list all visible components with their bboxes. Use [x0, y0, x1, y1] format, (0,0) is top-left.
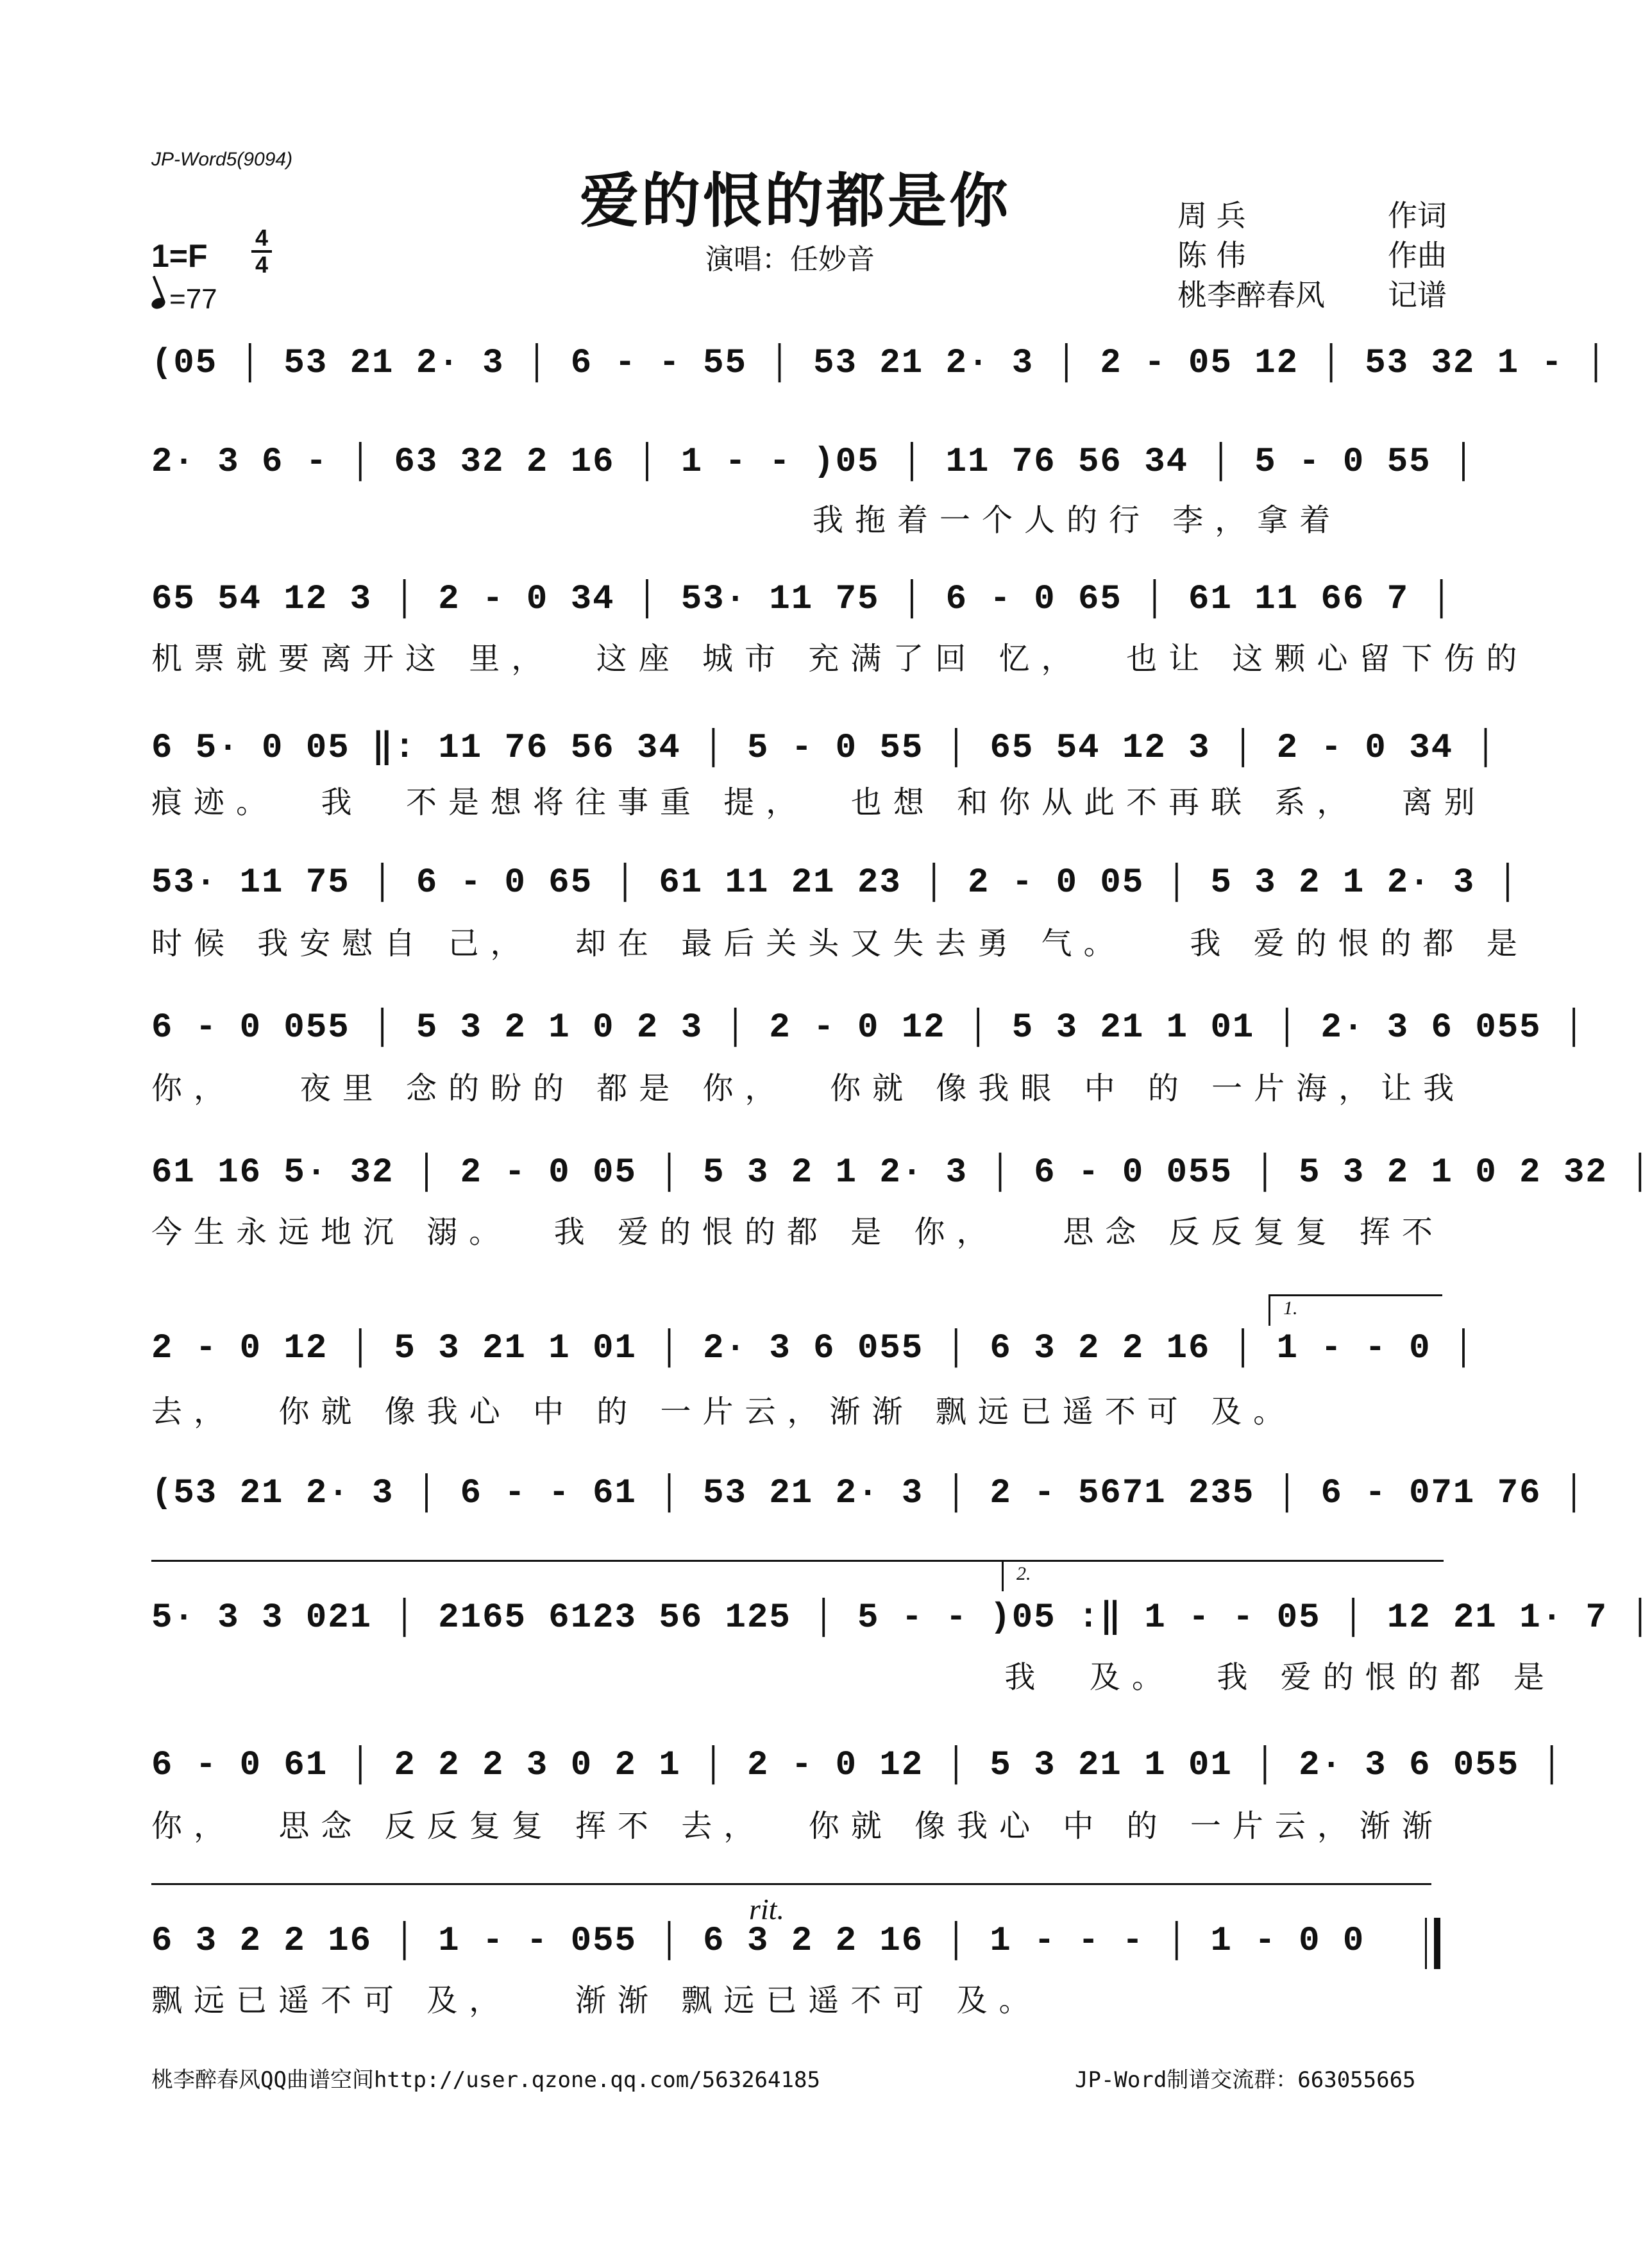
- final-barline-thin: [1425, 1918, 1427, 1969]
- score-line-8-lyrics: 去， 你就 像我心 中 的 一片云，渐渐 飘远已遥不可 及。: [151, 1394, 1296, 1430]
- time-signature: [251, 226, 272, 277]
- ending-line: [151, 1883, 1431, 1885]
- score-line-5-notes: 53· 11 75 │ 6 - 0 65 │ 61 11 21 23 │ 2 - 0 05 │ 5 3 2 1 2· 3 │: [151, 863, 1520, 902]
- score-line-8-notes: 2 - 0 12 │ 5 3 21 1 01 │ 2· 3 6 055 │ 6 3 2 2 16 │ 1 - - 0 │: [151, 1329, 1476, 1368]
- score-line-9-notes: (53 21 2· 3 │ 6 - - 61 │ 53 21 2· 3 │ 2 - 5671 235 │ 6 - 071 76 │: [151, 1474, 1586, 1513]
- ritardando-marking: rit.: [749, 1893, 784, 1925]
- composer-name: 陈 伟: [1177, 238, 1246, 273]
- score-line-2-lyrics: 我拖着一个人的行 李，拿着: [151, 502, 1342, 538]
- score-line-3-notes: 65 54 12 3 │ 2 - 0 34 │ 53· 11 75 │ 6 - 0 65 │ 61 11 66 7 │: [151, 580, 1453, 619]
- final-barline-thick: [1434, 1918, 1440, 1969]
- score-line-10-notes: 5· 3 3 021 │ 2165 6123 56 125 │ 5 - - )05 :‖ 1 - - 05 │ 12 21 1· 7 │: [151, 1598, 1652, 1637]
- score-line-10-lyrics: 我 及。 我 爱的恨的都 是: [151, 1659, 1556, 1695]
- first-ending-label: 1.: [1283, 1298, 1298, 1319]
- key-signature: 1=F: [151, 238, 208, 274]
- second-ending-bracket: [1002, 1560, 1444, 1591]
- score-line-2-notes: 2· 3 6 - │ 63 32 2 16 │ 1 - - )05 │ 11 76 56 34 │ 5 - 0 55 │: [151, 443, 1476, 482]
- page-title: 爱的恨的都是你: [579, 166, 1011, 235]
- composer-role: 作曲: [1388, 238, 1447, 273]
- score-line-11-lyrics: 你， 思念 反反复复 挥不 去， 你就 像我心 中 的 一片云，渐渐: [151, 1808, 1444, 1844]
- score-line-7-notes: 61 16 5· 32 │ 2 - 0 05 │ 5 3 2 1 2· 3 │ 6 - 0 055 │ 5 3 2 1 0 2 32 │: [151, 1153, 1652, 1192]
- score-line-6-notes: 6 - 0 055 │ 5 3 2 1 0 2 3 │ 2 - 0 12 │ 5 3 21 1 01 │ 2· 3 6 055 │: [151, 1008, 1586, 1047]
- time-sig-bottom: 4: [255, 251, 269, 278]
- score-line-6-lyrics: 你， 夜里 念的盼的 都是 你， 你就 像我眼 中 的 一片海，让我: [151, 1070, 1466, 1106]
- transcriber-name: 桃李醉春风: [1177, 278, 1325, 312]
- score-line-3-lyrics: 机票就要离开这 里， 这座 城市 充满了回 忆， 也让 这颗心留下伤的: [151, 641, 1529, 677]
- score-line-7-lyrics: 今生永远地沉 溺。 我 爱的恨的都 是 你， 思念 反反复复 挥不: [151, 1214, 1444, 1250]
- transcriber-credit: [1177, 272, 1447, 314]
- composer-credit: [1177, 232, 1447, 275]
- lyricist-credit: [1177, 192, 1447, 235]
- score-line-1-notes: (05 │ 53 21 2· 3 │ 6 - - 55 │ 53 21 2· 3 │ 2 - 05 12 │ 53 32 1 - │: [151, 344, 1608, 383]
- second-ending-label: 2.: [1016, 1563, 1031, 1584]
- lyricist-name: 周 兵: [1177, 198, 1246, 233]
- footer-left: 桃李醉春风QQ曲谱空间http://user.qzone.qq.com/563264185: [151, 2067, 820, 2093]
- footer-right: JP-Word制谱交流群：663055665: [1075, 2067, 1416, 2093]
- score-line-12-lyrics: 飘远已遥不可 及， 渐渐 飘远已遥不可 及。: [151, 1983, 1041, 2018]
- tempo-marking: [151, 283, 217, 316]
- singer-credit: 演唱：任妙音: [705, 243, 875, 276]
- score-line-11-notes: 6 - 0 61 │ 2 2 2 3 0 2 1 │ 2 - 0 12 │ 5 3 21 1 01 │ 2· 3 6 055 │: [151, 1746, 1564, 1785]
- lyricist-role: 作词: [1388, 198, 1447, 233]
- time-sig-top: 4: [255, 224, 269, 251]
- score-line-5-lyrics: 时候 我安慰自 己， 却在 最后关头又失去勇 气。 我 爱的恨的都 是: [151, 926, 1529, 961]
- source-label: JP-Word5(9094): [151, 149, 293, 170]
- score-line-4-lyrics: 痕迹。 我 不是想将往事重 提， 也想 和你从此不再联 系， 离别: [151, 784, 1487, 820]
- first-ending-bracket: [1268, 1294, 1442, 1326]
- score-line-4-notes: 6 5· 0 05 ‖: 11 76 56 34 │ 5 - 0 55 │ 65 54 12 3 │ 2 - 0 34 │: [151, 729, 1497, 768]
- transcriber-role: 记谱: [1388, 278, 1447, 312]
- score-line-12-notes: 6 3 2 2 16 │ 1 - - 055 │ 6 3 2 2 16 │ 1 - - - │ 1 - 0 0: [151, 1922, 1365, 1961]
- tempo-value: =77: [169, 283, 217, 315]
- quarter-note-icon: [150, 296, 167, 310]
